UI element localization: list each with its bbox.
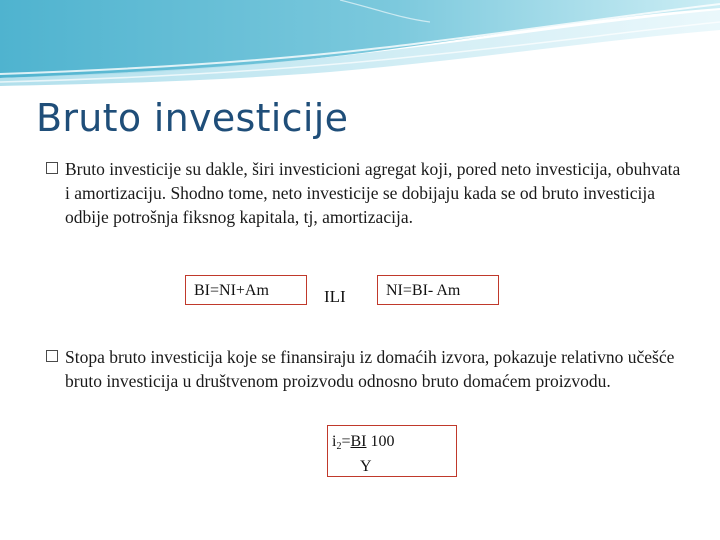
formula-box-investment-rate bbox=[327, 425, 457, 477]
decorative-wave-header bbox=[0, 0, 720, 90]
slide-title: Bruto investicije bbox=[36, 96, 349, 140]
formula-box-net-investment bbox=[377, 275, 499, 305]
formula-box-gross-investment bbox=[185, 275, 307, 305]
formula-text: BI=NI+Am bbox=[194, 282, 269, 299]
paragraph-text: Stopa bruto investicija koje se finansiraju iz domaćih izvora, pokazuje relativno učešće bruto investicija u društvenom proizvodu odnosno bruto domaćem proizvodu. bbox=[65, 347, 675, 391]
formula-lhs: i bbox=[332, 433, 337, 450]
formula-connector: ILI bbox=[324, 287, 346, 306]
formula-text: NI=BI- Am bbox=[386, 282, 461, 299]
paragraph-text: Bruto investicije su dakle, širi investicioni agregat koji, pored neto investicija, obuhvata i amortizaciju. Shodno tome, neto investicije se dobijaju kada se od bruto investicija odbije potrošnja fiksnog kapitala, tj, amortizacija. bbox=[65, 159, 681, 227]
bullet-icon bbox=[46, 350, 58, 362]
formula-numerator: BI bbox=[350, 433, 367, 450]
formula-equals: = bbox=[341, 433, 351, 450]
formula-multiplier: 100 bbox=[366, 433, 395, 450]
formula-denominator: Y bbox=[360, 458, 372, 475]
bullet-icon bbox=[46, 162, 58, 174]
formula-subscript: 2 bbox=[336, 441, 342, 452]
paragraph-investment-rate bbox=[65, 345, 685, 393]
paragraph-gross-investment-definition bbox=[65, 157, 685, 229]
